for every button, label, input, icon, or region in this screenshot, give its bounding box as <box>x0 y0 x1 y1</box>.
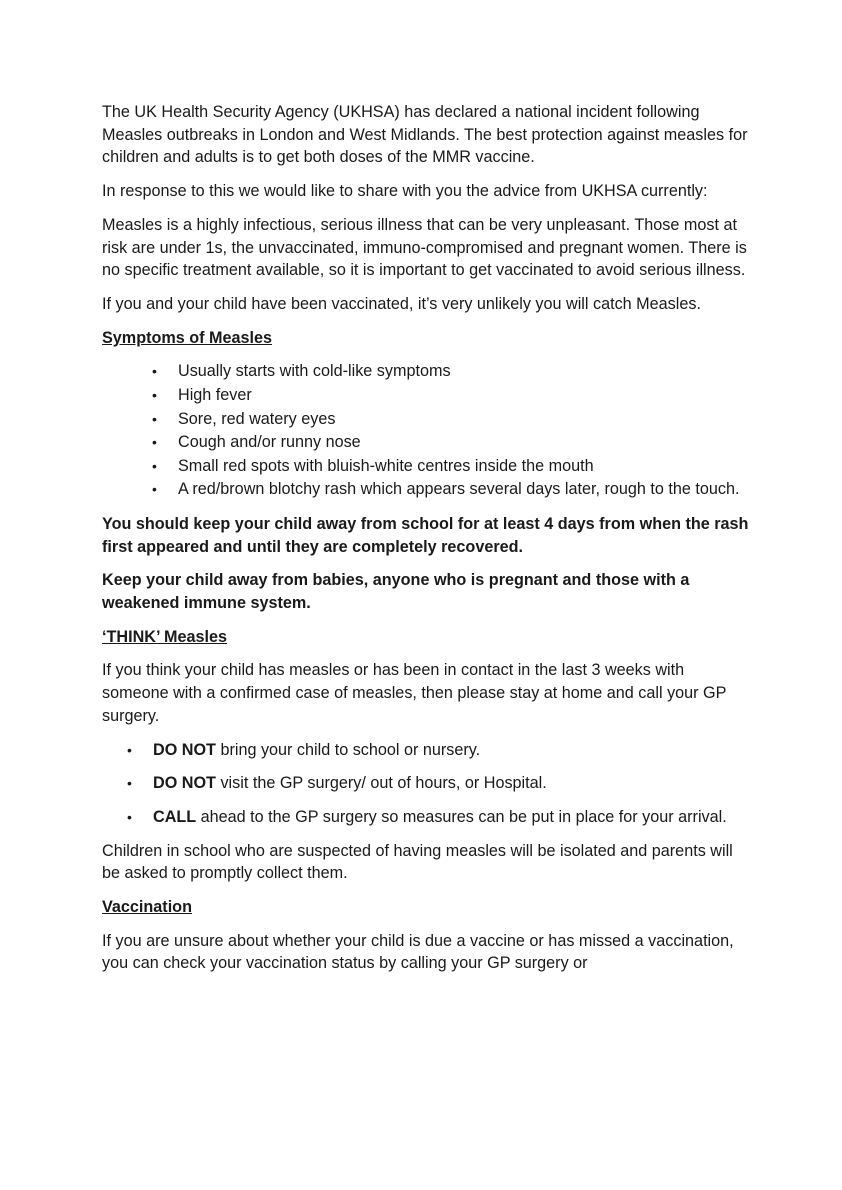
symptom-text: Small red spots with bluish-white centres inside the mouth <box>178 456 594 475</box>
vaccination-paragraph: If you are unsure about whether your child is due a vaccine or has missed a vaccination, you can check your vaccination status by calling your GP surgery or <box>102 931 734 973</box>
list-item <box>152 431 752 455</box>
think-measles-heading: ‘THINK’ Measles <box>102 627 228 646</box>
instruction-keyword: CALL <box>153 807 197 826</box>
keep-away-babies-warning: Keep your child away from babies, anyone who is pregnant and those with a weakened immune system. <box>102 571 690 612</box>
symptom-text: High fever <box>178 385 252 404</box>
list-item <box>152 455 752 479</box>
instruction-keyword: DO NOT <box>153 740 216 759</box>
document-page <box>102 101 752 986</box>
think-intro-paragraph: If you think your child has measles or has been in contact in the last 3 weeks with someone with a confirmed case of measles, then please stay at home and call your GP surgery. <box>102 661 727 725</box>
bullet-icon: • <box>152 363 157 380</box>
symptom-text: A red/brown blotchy rash which appears several days later, rough to the touch. <box>178 480 740 499</box>
instruction-text: ahead to the GP surgery so measures can be put in place for your arrival. <box>196 807 727 826</box>
bullet-icon: • <box>152 386 157 403</box>
instruction-text: bring your child to school or nursery. <box>215 740 481 759</box>
list-item <box>152 478 752 502</box>
vaccination-heading: Vaccination <box>102 898 192 917</box>
keep-away-school-warning: You should keep your child away from school for at least 4 days from when the rash first appeared and until they are completely recovered. <box>102 514 749 556</box>
list-item <box>152 360 752 384</box>
intro-paragraph: The UK Health Security Agency (UKHSA) has declared a national incident following Measles outbreaks in London and West Midlands. The best protection against measles for children and adults is to get both doses of the MMR vaccine. <box>102 103 748 167</box>
list-item <box>127 806 752 829</box>
symptom-text: Sore, red watery eyes <box>178 409 336 428</box>
bullet-icon: • <box>152 410 157 427</box>
bullet-icon: • <box>152 434 157 451</box>
list-item <box>152 384 752 408</box>
symptom-text: Usually starts with cold-like symptoms <box>178 362 451 381</box>
bullet-icon: • <box>152 457 157 474</box>
list-item <box>127 772 752 795</box>
list-item <box>127 739 752 762</box>
list-item <box>152 408 752 432</box>
symptoms-heading: Symptoms of Measles <box>102 328 273 347</box>
bullet-icon: • <box>127 775 132 792</box>
instruction-keyword: DO NOT <box>153 774 216 793</box>
vaccinated-paragraph: If you and your child have been vaccinated, it’s very unlikely you will catch Measles. <box>102 294 701 313</box>
symptom-text: Cough and/or runny nose <box>178 433 361 452</box>
bullet-icon: • <box>127 808 132 825</box>
response-paragraph: In response to this we would like to share with you the advice from UKHSA currently: <box>102 182 708 201</box>
bullet-icon: • <box>127 741 132 758</box>
infectious-paragraph: Measles is a highly infectious, serious illness that can be very unpleasant. Those most at risk are under 1s, the unvaccinated, immuno-compromised and pregnant women. There is no specific treatment available, so it is important to get vaccinated to avoid serious illness. <box>102 215 747 280</box>
isolation-paragraph: Children in school who are suspected of having measles will be isolated and parents will be asked to promptly collect them. <box>102 841 733 883</box>
instruction-text: visit the GP surgery/ out of hours, or Hospital. <box>215 774 547 793</box>
think-list <box>102 739 752 829</box>
symptoms-list <box>102 360 752 502</box>
bullet-icon: • <box>152 481 157 498</box>
